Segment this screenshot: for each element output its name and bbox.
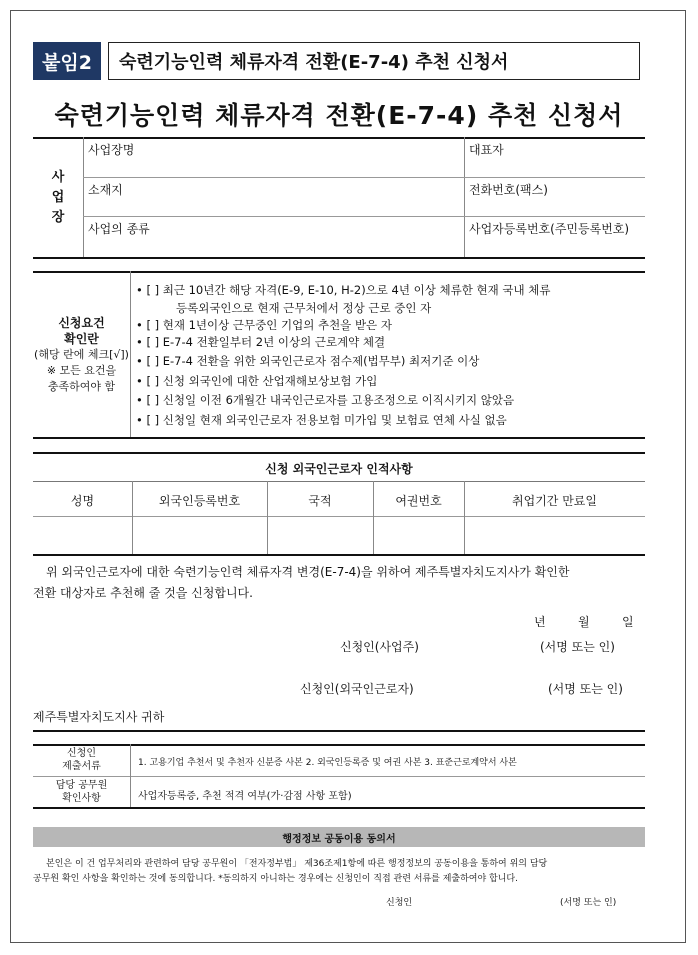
addressee: 제주특별자치도지사 귀하 [33, 710, 165, 724]
address-label: 소재지 [88, 183, 123, 197]
requirement-checkbox-7[interactable]: • [ ] 신청일 현재 외국인근로자 전용보험 미가입 및 보험료 연체 사실 없음 [136, 413, 507, 427]
divider [33, 516, 645, 517]
col-header-passport: 여권번호 [395, 494, 442, 508]
section-char: 장 [51, 210, 65, 225]
col-header-name: 성명 [70, 494, 95, 508]
divider [33, 744, 645, 746]
official-check-content: 사업자등록증, 추천 적격 여부(가·감점 사항 포함) [138, 791, 352, 802]
business-section-label [33, 168, 83, 228]
form-title: 숙련기능인력 체류자격 전환(E-7-4) 추천 신청서 [54, 101, 624, 130]
section-char: 업 [51, 190, 65, 205]
date-day-label: 일 [622, 615, 634, 629]
req-label-line: 신청요건 [58, 316, 105, 330]
statement-line-1: 위 외국인근로자에 대한 숙련기능인력 체류자격 변경(E-7-4)을 위하여 제주특별자치도지사가 확인한 [46, 565, 570, 579]
requirement-checkbox-6[interactable]: • [ ] 신청일 이전 6개월간 내국인근로자를 고용조정으로 이직시키지 않았음 [136, 393, 515, 407]
applicant-employer-label: 신청인(사업주) [340, 640, 419, 654]
representative-label: 대표자 [469, 143, 504, 157]
business-type-label: 사업의 종류 [88, 222, 150, 236]
divider [33, 137, 645, 139]
attachment-badge: 붙임2 [33, 42, 101, 80]
divider [33, 554, 645, 556]
divider [130, 744, 131, 807]
docs-label-line: 신청인 [67, 748, 96, 759]
divider [83, 177, 645, 178]
phone-label: 전화번호(팩스) [469, 183, 548, 197]
requirement-checkbox-1[interactable]: • [ ] 최근 10년간 해당 자격(E-9, E-10, H-2)으로 4년 이상 체류한 현재 국내 체류 [136, 283, 551, 297]
requirement-checkbox-2[interactable]: • [ ] 현재 1년이상 근무중인 기업의 추천을 받은 자 [136, 318, 392, 332]
consent-signature-label: (서명 또는 인) [560, 898, 617, 908]
divider [33, 807, 645, 809]
requirement-checkbox-4[interactable]: • [ ] E-7-4 전환을 위한 외국인근로자 점수제(법무부) 최저기준 이상 [136, 354, 480, 368]
consent-line-2: 공무원 확인 사항을 확인하는 것에 동의합니다. *동의하지 아니하는 경우에는 신청인이 직접 관련 서류를 제출하여야 합니다. [33, 874, 518, 884]
worker-signature-label: (서명 또는 인) [548, 682, 623, 696]
divider [33, 452, 645, 454]
docs-label-line: 제출서류 [62, 761, 101, 772]
divider [130, 271, 131, 437]
consent-applicant-label: 신청인 [386, 898, 413, 908]
req-label-line: 확인란 [64, 332, 99, 346]
employer-signature-label: (서명 또는 인) [540, 640, 615, 654]
requirement-checkbox-5[interactable]: • [ ] 신청 외국인에 대한 산업재해보상보험 가입 [136, 374, 378, 388]
consent-title: 행정정보 공동이용 동의서 [33, 827, 645, 847]
divider [83, 137, 84, 257]
official-label-line: 담당 공무원 [55, 780, 108, 791]
req-label-line: ※ 모든 요건을 [46, 364, 117, 377]
date-month-label: 월 [578, 615, 590, 629]
worker-section-title: 신청 외국인근로자 인적사항 [265, 462, 413, 476]
divider [33, 437, 645, 439]
registration-number-label: 사업자등록번호(주민등록번호) [469, 222, 630, 236]
divider [83, 216, 645, 217]
requirements-label [33, 315, 130, 395]
date-year-label: 년 [534, 615, 546, 629]
documents-label [33, 747, 130, 773]
col-header-registration: 외국인등록번호 [158, 494, 241, 508]
documents-list: 1. 고용기업 추천서 및 추천자 신분증 사본 2. 외국인등록증 및 여권 사본 3. 표준근로계약서 사본 [138, 758, 517, 768]
req-label-line: 충족하여야 함 [47, 380, 116, 393]
applicant-worker-label: 신청인(외국인근로자) [300, 682, 414, 696]
consent-line-1: 본인은 이 건 업무처리와 관련하여 담당 공무원이 「전자정부법」 제36조제1항에 따른 행정정보의 공동이용을 통하여 위의 담당 [46, 859, 548, 869]
divider [33, 271, 645, 273]
divider [33, 730, 645, 732]
divider [33, 481, 645, 482]
requirement-text-continuation: 등록외국인으로 현재 근무처에서 정상 근로 중인 자 [176, 301, 432, 315]
official-check-label [33, 779, 130, 805]
header-box-title: 숙련기능인력 체류자격 전환(E-7-4) 추천 신청서 [108, 42, 640, 80]
statement-line-2: 전환 대상자로 추천해 줄 것을 신청합니다. [33, 586, 253, 600]
divider [33, 257, 645, 259]
req-label-line: (해당 란에 체크[√]) [34, 348, 129, 361]
divider [464, 137, 465, 257]
col-header-expiry: 취업기간 만료일 [512, 494, 597, 508]
col-header-nationality: 국적 [308, 494, 332, 508]
requirement-checkbox-3[interactable]: • [ ] E-7-4 전환일부터 2년 이상의 근로계약 체결 [136, 335, 386, 349]
section-char: 사 [51, 170, 65, 185]
business-name-label: 사업장명 [88, 143, 135, 157]
official-label-line: 확인사항 [62, 793, 101, 804]
divider [33, 776, 645, 777]
